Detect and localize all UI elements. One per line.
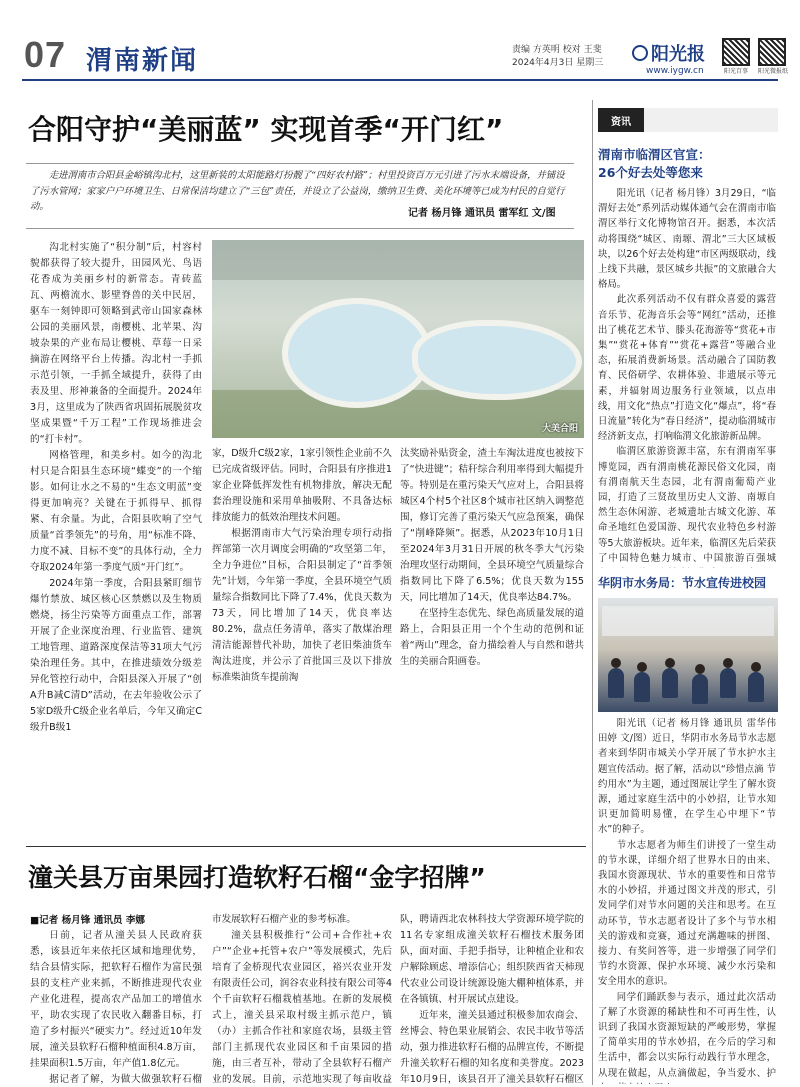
- paragraph: 市发展软籽石榴产业的参考标准。: [212, 914, 356, 925]
- title-line: 26个好去处等您来: [598, 165, 703, 180]
- sidebar-story1-title[interactable]: [598, 146, 778, 182]
- sidebar-story2-body: [598, 716, 776, 1084]
- title-line: 渭南市临渭区官宣：: [598, 147, 711, 162]
- article2-column-3: [400, 912, 584, 1084]
- paragraph: 网格管理，和美乡村。如今的沟北村只是合阳县生态环境“蝶变”的一个缩影。如何让水之不易的“生态文明蓝”变得更加响亮？关键在于抓得早、抓得紧、有余量。为此，合阳县吹响了空气质量“首季领先”的号角，用“标准不降、力度不减、目标不变”的具体行动，全力夺取2024年第一季度气质“开门红”。: [30, 450, 202, 573]
- paragraph: 家，D级升C级2家，1家引领性企业前不久已完成省级评估。同时，合阳县有序推进1家企业降低挥发性有机物排放，解决无配套治理设施和采用单抽吸附、不具备达标排放能力的低效治理技术问题。: [212, 448, 392, 523]
- classroom-photo: [598, 598, 778, 712]
- paragraph: 队，聘请西北农林科技大学资源环境学院的11名专家组成潼关软籽石榴技术服务团队，面对面、手把手指导，让种植企业和农户解除顾虑、增添信心；组织陕西省天柿现代农业公司设计统源设施大棚种植体系，并在各镇镇、村开展试点建设。: [400, 914, 584, 1005]
- page-number: 07: [24, 34, 67, 75]
- article1-column-2: [212, 446, 392, 836]
- paragraph: 2024年第一季度，合阳县紧盯细节爆竹禁放、城区核心区禁燃以及生物质燃烧，扬尘污染等方面重点工作，部署开展了企业深度治理、行业监管、建筑工地管理、道路深度保洁等31项大气污染治理任务。其中，在推进绩效分级差异化管控行动中，合阳县深入开展了“创A升B减C清D”活动，在去年验收公示了5家D级升C级企业名单后，今年又确定C级升B级1: [30, 578, 202, 733]
- divider: [26, 846, 586, 847]
- paragraph: 近年来，潼关县通过积极参加农商会、丝博会、特色果业展销会、农民丰收节等活动，强力推进软籽石榴的品牌宣传，不断提升潼关软籽石榴的知名度和美誉度。2023年10月9日，该县召开了潼关县软籽石榴区: [400, 1010, 584, 1084]
- qr-block-2[interactable]: [758, 38, 788, 75]
- paragraph: 阳光讯（记者 杨月锋 通讯员 雷华伟 田婷 文/图）近日，华阴市水务局节水志愿者来到华阴市城关小学开展了节水护水主题宣传活动。据了解，活动以“珍惜点滴 节约用水”为主题，通过图展让学生了解水资源，通过家庭生活中的小妙招，让节水知识更加简明易懂，在学生心中埋下“节水”的种子。: [598, 718, 776, 836]
- article1-headline[interactable]: 合阳守护“美丽蓝” 实现首季“开门红”: [28, 113, 504, 146]
- paragraph: 在坚持生态优先、绿色高质量发展的道路上，合阳县正用一个个生动的范例和证着“两山”理念，奋力描绘着人与自然和谐共生的美丽合阳画卷。: [400, 608, 584, 667]
- article2-byline: ■记者 杨月锋 通讯员 李娜: [30, 915, 146, 926]
- qr-code-icon: [758, 38, 786, 66]
- paragraph: 此次系列活动不仅有群众喜爱的露营音乐节、花海音乐会等“网红”活动，还推出了桃花艺术节、滕头花海游等“赏花+市集”“赏花+体育”“赏花+露营”等融合业态，拓展消费新场景。活动融合了国防教育、民俗研学、农耕体验、非遗展示等元素，并辐射周边服务行业领域，以点串线，用文化“热点”打造文化“爆点”，将“春日流量”转化为“春日经济”，提动临渭城市经济新支点，打响临渭文化旅游新品牌。: [598, 294, 776, 443]
- sun-logo-icon: [632, 45, 648, 61]
- paragraph: 据记者了解，为做大做强软籽石榴: [49, 1074, 202, 1084]
- editor-info: [512, 44, 603, 70]
- aerial-photo: [212, 240, 584, 438]
- paragraph: 潼关县积极推行“公司+合作社+农户”“企业+托管+农户”等发展模式，先后培育了金桥现代农业园区，裕兴农业开发有限责任公司，润谷农业科技有限公司等4个千亩软籽石榴栽植基地。在新的发展模式上，潼关县采取村级主抓示范户，镇（办）主抓合作社和家庭农场，县级主管部门主抓现代农业园区和千亩果园的措施，由三者互补，带动了全县软籽石榴产业的发展。目前，示范地实现了每亩收益: [212, 930, 392, 1084]
- header-rule: [22, 79, 778, 81]
- sidebar-story1-body: [598, 186, 776, 568]
- sidebar-tag: 资讯: [598, 108, 644, 132]
- editors-line: 责编 方英明 校对 王斐: [512, 45, 602, 55]
- paragraph: 汰奖励补贴资金，渣土车淘汰进度也被按下了“快进键”；秸秆综合利用率得到大幅提升等。特别是在重污染天气应对上，合阳县将城区4个村5个社区8个城市社区纳入调整范围，修订完善了重污染天气应急预案，确保了“削峰降频”。据悉，从2023年10月1日至2024年3月31日开展的秋冬季大气污染治理攻坚行动期间，全县环境空气质量综合指数同比下降了6.5%；优良天数为155天，同比增加了14天，优良率达84.7%。: [400, 448, 584, 603]
- article1-column-3: [400, 446, 584, 836]
- qr-block-1[interactable]: [722, 38, 750, 75]
- paragraph: 临渭区旅游资源丰富，东有渭南军事博览园，西有渭南桃花源民俗文化园，南有渭南航天生态园，北有渭南葡萄产业园，打造了三贤故里历史人文游、南塬自然生态休闲游、老城遗址古城文化游、革命圣地红色爱国游、现代农业特色乡村游等5大旅游板块。近年来，临渭区先后荣获了中国特色魅力城市、中国旅游百强城: [598, 446, 776, 564]
- newspaper-logo[interactable]: [632, 40, 705, 66]
- paragraph: 沟北村实施了“积分制”后，村容村貌都获得了较大提升，田园风光、鸟语花香成为美丽乡村的新常态。青砖蓝瓦、两檐流水、影壁脊兽的关中民居，驱车一刻钟即可领略到武帝山国家森林公园的美丽风景，南樱桃、北苹果、沟坡杂果的产业布局让樱桃、草莓一日采摘游在网络平台上传播。沟北村一手抓示范引领，一手抓全域提升，获得了由表及里、形神兼备的全面提升。2024年3月，这里成为了陕西省巩固拓展脱贫攻坚成果暨“千万工程”工作现场推进会的“打卡村”。: [30, 242, 202, 445]
- article1-lead: 走进渭南市合阳县金峪镇沟北村，这里新装的太阳能路灯扮靓了“四好农村路”；村里投资百万元引进了污水末端设备，并铺设了污水管网；家家户户环境卫生、日常保洁均建立了“三包”责任，并设立了公益岗，缴纳卫生费、美化环境等已成为村民的自觉行动。: [30, 170, 565, 212]
- article2-headline[interactable]: 潼关县万亩果园打造软籽石榴“金字招牌”: [28, 863, 486, 892]
- article2-column-1: [30, 928, 202, 1084]
- sidebar-story2-title[interactable]: 华阴市水务局：节水宣传进校园: [598, 576, 767, 590]
- paragraph: 根据渭南市大气污染治理专项行动指挥部第一次月调度会明确的“攻坚第二年，全力争进位”目标，合阳县制定了“首季领先”计划，今年第一季度，全县环境空气质量综合指数同比下降了7.4%，优良天数为73天，同比增加了14天，优良率达80.2%，盘点任务清单，落实了散煤治理清洁能源替代补助，加快了老旧柴油货车淘汰进度，并公示了首批国三及以下排放标准柴油货车提前淘: [212, 528, 392, 683]
- photo-caption: 大美合阳: [541, 424, 578, 434]
- website-url[interactable]: www.iygw.cn: [646, 66, 704, 76]
- article1-byline: 记者 杨月锋 通讯员 雷军红 文/图: [408, 208, 556, 219]
- paragraph: 日前，记者从潼关县人民政府获悉，该县近年来依托区域和地理优势，结合县情实际，把软籽石榴作为富民强县的支柱产业来抓，不断推进现代农业产业化进程，提高农产品加工的增值水平，助农实现了农民收入翻番目标，打造了乡村振兴“硬实力”。经过近10年发展，潼关县软籽石榴种植面积4.8万亩，挂果面积1.5万亩，年产值1.8亿元。: [30, 930, 202, 1069]
- qr-code-icon: [722, 38, 750, 66]
- qr-label: 阳光百事: [723, 68, 748, 75]
- logo-text: 阳光报: [651, 44, 705, 65]
- date-line: 2024年4月3日 星期三: [512, 58, 604, 68]
- paragraph: 阳光讯（记者 杨月锋）3月29日，“临渭好去处”系列活动媒体通气会在渭南市临渭区举行文化博物馆召开。据悉，本次活动将围绕“城区、南塬、渭北”三大区域板块，以26个好去处构建“市区两级联动，线上线下共融，景区城乡共振”的文旅融合大格局。: [598, 188, 776, 291]
- paragraph: 同学们踊跃参与表示，通过此次活动了解了水资源的稀缺性和不可再生性，认识到了我国水资源短缺的严峻形势，掌握了简单实用的节水妙招，在今后的学习和生活中，都会以实际行动践行节水理念，从现在做起，从点滴做起，争当爱水、护: [598, 991, 776, 1079]
- paragraph: 节水志愿者为师生们讲授了一堂生动的节水课，详细介绍了世界水日的由来、我国水资源现状、节水的重要性和日常节水的小妙招，并通过图文并茂的形式，引发同学们对节水问题的关注和思考。在互动环节，节水志愿者设计了多个与节水相关的游戏和竞赛，通过充满趣味的拼图、接力、有奖问答等，进一步增强了同学们节约水资源、保护水环境、减少水污染和安全用水的意识。: [598, 839, 776, 988]
- sidebar-divider: [592, 100, 593, 1085]
- article1-column-1: [30, 240, 202, 838]
- article2-column-2: [212, 912, 392, 1084]
- qr-label: 阳光微报纸: [758, 68, 789, 75]
- section-title: 渭南新闻: [86, 46, 199, 76]
